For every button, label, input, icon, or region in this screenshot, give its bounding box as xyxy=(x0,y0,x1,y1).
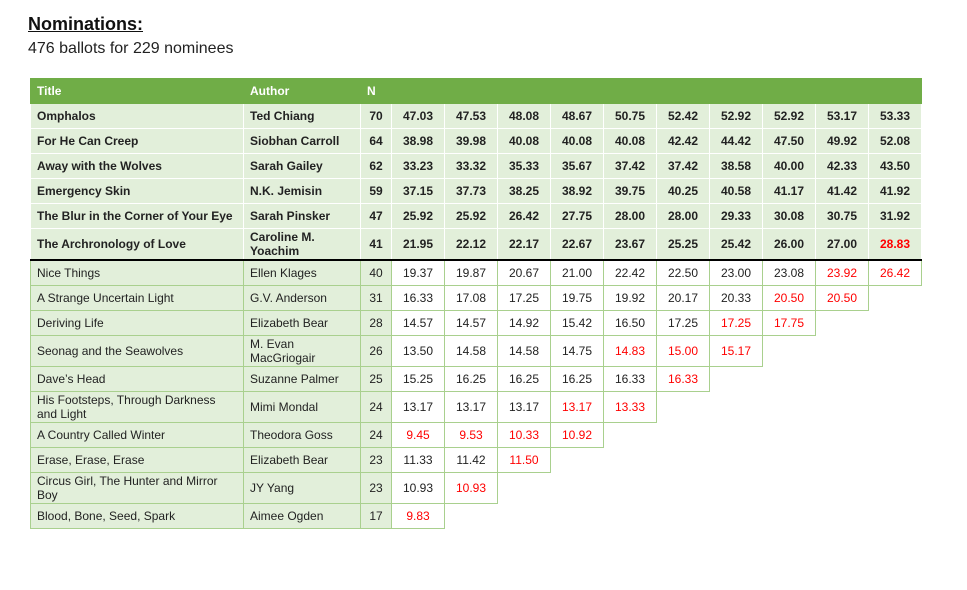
round-score-cell: 16.33 xyxy=(657,367,710,392)
empty-cell xyxy=(763,473,816,504)
round-score-cell: 38.92 xyxy=(551,179,604,204)
round-score-cell: 16.50 xyxy=(604,311,657,336)
ballot-summary: 476 ballots for 229 nominees xyxy=(28,40,234,57)
author-cell: JY Yang xyxy=(244,473,361,504)
round-score-cell: 28.83 xyxy=(869,229,922,261)
round-score-cell: 20.50 xyxy=(816,286,869,311)
round-score-cell: 40.58 xyxy=(710,179,763,204)
round-score-cell: 25.42 xyxy=(710,229,763,261)
empty-cell xyxy=(869,367,922,392)
round-score-cell: 14.57 xyxy=(445,311,498,336)
table-row xyxy=(31,179,922,204)
count-cell: 41 xyxy=(361,229,392,261)
round-score-cell: 22.42 xyxy=(604,260,657,286)
empty-cell xyxy=(498,473,551,504)
count-cell: 70 xyxy=(361,104,392,129)
title-cell: Omphalos xyxy=(31,104,244,129)
author-cell: Suzanne Palmer xyxy=(244,367,361,392)
author-cell: Sarah Gailey xyxy=(244,154,361,179)
author-cell: Ellen Klages xyxy=(244,260,361,286)
round-score-cell: 19.87 xyxy=(445,260,498,286)
round-score-cell: 20.17 xyxy=(657,286,710,311)
round-score-cell: 21.95 xyxy=(392,229,445,261)
table-row xyxy=(31,311,922,336)
table-body xyxy=(31,104,922,529)
empty-cell xyxy=(710,448,763,473)
round-score-cell: 31.92 xyxy=(869,204,922,229)
round-score-cell: 14.92 xyxy=(498,311,551,336)
round-score-cell: 10.93 xyxy=(392,473,445,504)
round-score-cell: 42.33 xyxy=(816,154,869,179)
column-header-author: Author xyxy=(244,79,361,104)
title-cell: Deriving Life xyxy=(31,311,244,336)
count-cell: 47 xyxy=(361,204,392,229)
round-score-cell: 13.17 xyxy=(498,392,551,423)
round-score-cell: 16.25 xyxy=(498,367,551,392)
round-score-cell: 9.45 xyxy=(392,423,445,448)
empty-cell xyxy=(551,473,604,504)
round-score-cell: 35.67 xyxy=(551,154,604,179)
table-header-row xyxy=(31,79,922,104)
round-score-cell: 13.33 xyxy=(604,392,657,423)
round-score-cell: 22.50 xyxy=(657,260,710,286)
round-score-cell: 28.00 xyxy=(604,204,657,229)
round-score-cell: 26.42 xyxy=(498,204,551,229)
title-cell: His Footsteps, Through Darkness and Light xyxy=(31,392,244,423)
count-cell: 64 xyxy=(361,129,392,154)
count-cell: 62 xyxy=(361,154,392,179)
empty-cell xyxy=(816,367,869,392)
round-score-cell: 14.83 xyxy=(604,336,657,367)
round-score-cell: 13.50 xyxy=(392,336,445,367)
title-cell: Away with the Wolves xyxy=(31,154,244,179)
empty-cell xyxy=(604,423,657,448)
count-cell: 40 xyxy=(361,260,392,286)
empty-cell xyxy=(445,504,498,529)
count-cell: 17 xyxy=(361,504,392,529)
round-score-cell: 10.92 xyxy=(551,423,604,448)
round-score-cell: 14.75 xyxy=(551,336,604,367)
round-score-cell: 37.42 xyxy=(604,154,657,179)
round-score-cell: 40.25 xyxy=(657,179,710,204)
empty-cell xyxy=(657,473,710,504)
title-cell: Seonag and the Seawolves xyxy=(31,336,244,367)
round-score-cell: 10.93 xyxy=(445,473,498,504)
round-score-cell: 41.92 xyxy=(869,179,922,204)
round-score-cell: 11.33 xyxy=(392,448,445,473)
empty-cell xyxy=(816,448,869,473)
table-row xyxy=(31,286,922,311)
empty-cell xyxy=(763,336,816,367)
round-score-cell: 33.32 xyxy=(445,154,498,179)
round-score-cell: 52.08 xyxy=(869,129,922,154)
round-score-cell: 23.00 xyxy=(710,260,763,286)
empty-cell xyxy=(604,473,657,504)
round-score-cell: 30.75 xyxy=(816,204,869,229)
round-score-cell: 37.15 xyxy=(392,179,445,204)
round-score-cell: 52.92 xyxy=(710,104,763,129)
title-cell: Circus Girl, The Hunter and Mirror Boy xyxy=(31,473,244,504)
empty-cell xyxy=(869,286,922,311)
round-score-cell: 16.25 xyxy=(551,367,604,392)
table-row xyxy=(31,229,922,261)
round-score-cell: 28.00 xyxy=(657,204,710,229)
author-cell: Mimi Mondal xyxy=(244,392,361,423)
round-score-cell: 20.50 xyxy=(763,286,816,311)
empty-cell xyxy=(763,448,816,473)
round-score-cell: 25.92 xyxy=(392,204,445,229)
round-score-cell: 30.08 xyxy=(763,204,816,229)
empty-cell xyxy=(816,392,869,423)
author-cell: G.V. Anderson xyxy=(244,286,361,311)
round-score-cell: 37.73 xyxy=(445,179,498,204)
round-score-cell: 22.17 xyxy=(498,229,551,261)
round-score-cell: 20.33 xyxy=(710,286,763,311)
round-score-cell: 40.08 xyxy=(551,129,604,154)
empty-cell xyxy=(816,311,869,336)
round-score-cell: 17.08 xyxy=(445,286,498,311)
round-score-cell: 53.33 xyxy=(869,104,922,129)
empty-cell xyxy=(498,504,551,529)
title-cell: Blood, Bone, Seed, Spark xyxy=(31,504,244,529)
round-score-cell: 16.33 xyxy=(392,286,445,311)
round-score-cell: 26.42 xyxy=(869,260,922,286)
title-cell: The Archronology of Love xyxy=(31,229,244,261)
empty-cell xyxy=(869,392,922,423)
empty-cell xyxy=(763,504,816,529)
empty-cell xyxy=(604,504,657,529)
title-cell: Emergency Skin xyxy=(31,179,244,204)
count-cell: 59 xyxy=(361,179,392,204)
round-score-cell: 14.57 xyxy=(392,311,445,336)
round-score-cell: 25.25 xyxy=(657,229,710,261)
round-score-cell: 52.42 xyxy=(657,104,710,129)
round-score-cell: 43.50 xyxy=(869,154,922,179)
round-score-cell: 16.25 xyxy=(445,367,498,392)
round-score-cell: 47.50 xyxy=(763,129,816,154)
empty-cell xyxy=(710,473,763,504)
count-cell: 31 xyxy=(361,286,392,311)
empty-cell xyxy=(710,367,763,392)
round-score-cell: 42.42 xyxy=(657,129,710,154)
count-cell: 24 xyxy=(361,392,392,423)
count-cell: 25 xyxy=(361,367,392,392)
empty-cell xyxy=(657,504,710,529)
round-score-cell: 14.58 xyxy=(498,336,551,367)
empty-cell xyxy=(816,423,869,448)
table-row xyxy=(31,448,922,473)
round-score-cell: 25.92 xyxy=(445,204,498,229)
empty-cell xyxy=(551,504,604,529)
round-score-cell: 15.42 xyxy=(551,311,604,336)
round-score-cell: 44.42 xyxy=(710,129,763,154)
round-score-cell: 23.67 xyxy=(604,229,657,261)
round-score-cell: 47.53 xyxy=(445,104,498,129)
round-score-cell: 41.17 xyxy=(763,179,816,204)
round-score-cell: 23.08 xyxy=(763,260,816,286)
empty-cell xyxy=(657,392,710,423)
author-cell: Ted Chiang xyxy=(244,104,361,129)
empty-cell xyxy=(816,473,869,504)
round-score-cell: 13.17 xyxy=(445,392,498,423)
empty-cell xyxy=(710,423,763,448)
round-score-cell: 10.33 xyxy=(498,423,551,448)
empty-cell xyxy=(763,423,816,448)
count-cell: 23 xyxy=(361,448,392,473)
table-row xyxy=(31,392,922,423)
table-row xyxy=(31,104,922,129)
empty-cell xyxy=(710,392,763,423)
round-score-cell: 19.92 xyxy=(604,286,657,311)
round-score-cell: 15.17 xyxy=(710,336,763,367)
round-score-cell: 27.00 xyxy=(816,229,869,261)
round-score-cell: 48.08 xyxy=(498,104,551,129)
round-score-cell: 20.67 xyxy=(498,260,551,286)
round-score-cell: 15.25 xyxy=(392,367,445,392)
empty-cell xyxy=(763,367,816,392)
round-score-cell: 23.92 xyxy=(816,260,869,286)
author-cell: N.K. Jemisin xyxy=(244,179,361,204)
round-score-cell: 14.58 xyxy=(445,336,498,367)
title-cell: Erase, Erase, Erase xyxy=(31,448,244,473)
author-cell: Elizabeth Bear xyxy=(244,311,361,336)
table-row xyxy=(31,260,922,286)
empty-cell xyxy=(869,311,922,336)
empty-cell xyxy=(869,336,922,367)
table-row xyxy=(31,367,922,392)
empty-cell xyxy=(657,423,710,448)
round-score-cell: 9.53 xyxy=(445,423,498,448)
round-score-cell: 11.42 xyxy=(445,448,498,473)
round-score-cell: 39.75 xyxy=(604,179,657,204)
round-score-cell: 22.12 xyxy=(445,229,498,261)
empty-cell xyxy=(869,504,922,529)
title-cell: A Strange Uncertain Light xyxy=(31,286,244,311)
empty-cell xyxy=(551,448,604,473)
table-row xyxy=(31,204,922,229)
table-row xyxy=(31,473,922,504)
author-cell: M. Evan MacGriogair xyxy=(244,336,361,367)
author-cell: Siobhan Carroll xyxy=(244,129,361,154)
round-score-cell: 9.83 xyxy=(392,504,445,529)
round-score-cell: 19.37 xyxy=(392,260,445,286)
nominations-table xyxy=(30,78,922,529)
round-score-cell: 22.67 xyxy=(551,229,604,261)
round-score-cell: 52.92 xyxy=(763,104,816,129)
empty-cell xyxy=(869,423,922,448)
round-score-cell: 13.17 xyxy=(392,392,445,423)
author-cell: Aimee Ogden xyxy=(244,504,361,529)
empty-cell xyxy=(657,448,710,473)
title-cell: A Country Called Winter xyxy=(31,423,244,448)
page-heading: Nominations: xyxy=(28,14,143,34)
count-cell: 28 xyxy=(361,311,392,336)
round-score-cell: 17.25 xyxy=(657,311,710,336)
round-score-cell: 38.98 xyxy=(392,129,445,154)
round-score-cell: 40.00 xyxy=(763,154,816,179)
round-score-cell: 29.33 xyxy=(710,204,763,229)
round-score-cell: 40.08 xyxy=(604,129,657,154)
round-score-cell: 19.75 xyxy=(551,286,604,311)
column-header-rounds xyxy=(392,79,922,104)
table-row xyxy=(31,504,922,529)
author-cell: Caroline M. Yoachim xyxy=(244,229,361,261)
round-score-cell: 38.25 xyxy=(498,179,551,204)
round-score-cell: 26.00 xyxy=(763,229,816,261)
round-score-cell: 50.75 xyxy=(604,104,657,129)
round-score-cell: 11.50 xyxy=(498,448,551,473)
empty-cell xyxy=(710,504,763,529)
round-score-cell: 16.33 xyxy=(604,367,657,392)
round-score-cell: 37.42 xyxy=(657,154,710,179)
title-cell: Nice Things xyxy=(31,260,244,286)
empty-cell xyxy=(763,392,816,423)
round-score-cell: 17.25 xyxy=(710,311,763,336)
table-row xyxy=(31,154,922,179)
empty-cell xyxy=(816,504,869,529)
round-score-cell: 53.17 xyxy=(816,104,869,129)
round-score-cell: 27.75 xyxy=(551,204,604,229)
empty-cell xyxy=(869,473,922,504)
count-cell: 24 xyxy=(361,423,392,448)
count-cell: 26 xyxy=(361,336,392,367)
round-score-cell: 21.00 xyxy=(551,260,604,286)
title-cell: The Blur in the Corner of Your Eye xyxy=(31,204,244,229)
round-score-cell: 13.17 xyxy=(551,392,604,423)
round-score-cell: 40.08 xyxy=(498,129,551,154)
author-cell: Elizabeth Bear xyxy=(244,448,361,473)
round-score-cell: 41.42 xyxy=(816,179,869,204)
author-cell: Theodora Goss xyxy=(244,423,361,448)
round-score-cell: 39.98 xyxy=(445,129,498,154)
round-score-cell: 38.58 xyxy=(710,154,763,179)
round-score-cell: 48.67 xyxy=(551,104,604,129)
empty-cell xyxy=(604,448,657,473)
table-row xyxy=(31,129,922,154)
round-score-cell: 47.03 xyxy=(392,104,445,129)
title-cell: For He Can Creep xyxy=(31,129,244,154)
table-row xyxy=(31,423,922,448)
empty-cell xyxy=(816,336,869,367)
count-cell: 23 xyxy=(361,473,392,504)
column-header-title: Title xyxy=(31,79,244,104)
title-cell: Dave’s Head xyxy=(31,367,244,392)
round-score-cell: 33.23 xyxy=(392,154,445,179)
round-score-cell: 17.25 xyxy=(498,286,551,311)
round-score-cell: 35.33 xyxy=(498,154,551,179)
author-cell: Sarah Pinsker xyxy=(244,204,361,229)
round-score-cell: 17.75 xyxy=(763,311,816,336)
round-score-cell: 49.92 xyxy=(816,129,869,154)
empty-cell xyxy=(869,448,922,473)
table-row xyxy=(31,336,922,367)
round-score-cell: 15.00 xyxy=(657,336,710,367)
column-header-n: N xyxy=(361,79,392,104)
